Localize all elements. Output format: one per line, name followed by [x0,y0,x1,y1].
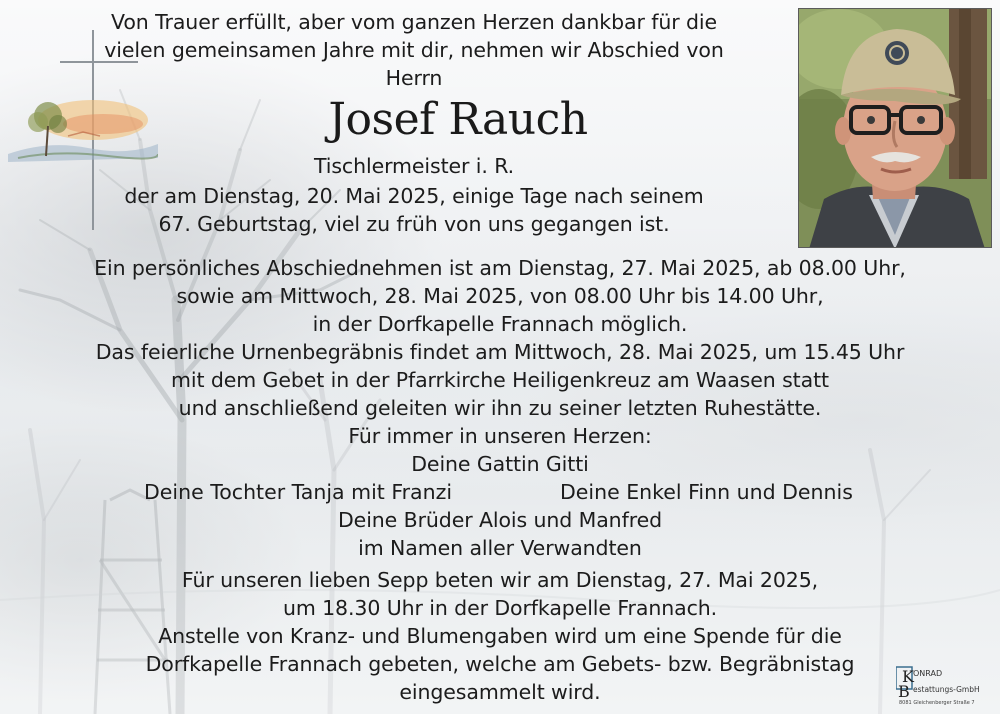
mourner-grandchildren: Deine Enkel Finn und Dennis [560,480,853,504]
donation-line-3: eingesammelt wird. [399,680,601,704]
intro-line-1: Von Trauer erfüllt, aber vom ganzen Herzen dankbar für die [111,10,717,34]
svg-text:B: B [898,682,910,700]
mourner-wife: Deine Gattin Gitti [411,452,589,476]
mourner-daughter: Deine Tochter Tanja mit Franzi [144,480,453,504]
burial-line-3: und anschließend geleiten wir ihn zu seiner letzten Ruhestätte. [178,396,822,420]
donation-line-2: Dorfkapelle Frannach gebeten, welche am Gebets- bzw. Begräbnistag [145,652,855,676]
funeral-home-firm: estattungs-GmbH [913,685,980,694]
mourners-heading: Für immer in unseren Herzen: [348,424,652,448]
donation-line-1: Anstelle von Kranz- und Blumengaben wird um eine Spende für die [158,624,842,648]
burial-line-1: Das feierliche Urnenbegräbnis findet am Mittwoch, 28. Mai 2025, um 15.45 Uhr [95,340,905,364]
funeral-home-name: ONRAD [913,669,943,678]
funeral-home-address: 8081 Gleichenberger Straße 7 [899,700,975,706]
deceased-title: Tischlermeister i. R. [313,154,515,178]
mourner-row-children [0,478,1000,506]
funeral-home-logo [896,666,996,710]
burial-line-2: mit dem Gebet in der Pfarrkirche Heiligenkreuz am Waasen statt [171,368,829,392]
intro-line-3: Herrn [385,66,443,90]
prayer-line-2: um 18.30 Uhr in der Dorfkapelle Frannach. [282,596,718,620]
mourner-brothers: Deine Brüder Alois und Manfred [338,508,662,532]
deceased-name: Josef Rauch [328,94,588,145]
death-line-1: der am Dienstag, 20. Mai 2025, einige Tage nach seinem [124,184,704,208]
svg-text:K: K [902,667,914,686]
farewell-line-2: sowie am Mittwoch, 28. Mai 2025, von 08.00 Uhr bis 14.00 Uhr, [176,284,824,308]
death-line-2: 67. Geburtstag, viel zu früh von uns gegangen ist. [158,212,670,236]
farewell-line-3: in der Dorfkapelle Frannach möglich. [312,312,688,336]
mourner-relatives: im Namen aller Verwandten [358,536,642,560]
prayer-line-1: Für unseren lieben Sepp beten wir am Dienstag, 27. Mai 2025, [181,568,819,592]
intro-line-2: vielen gemeinsamen Jahre mit dir, nehmen wir Abschied von [104,38,724,62]
farewell-line-1: Ein persönliches Abschiednehmen ist am Dienstag, 27. Mai 2025, ab 08.00 Uhr, [94,256,906,280]
